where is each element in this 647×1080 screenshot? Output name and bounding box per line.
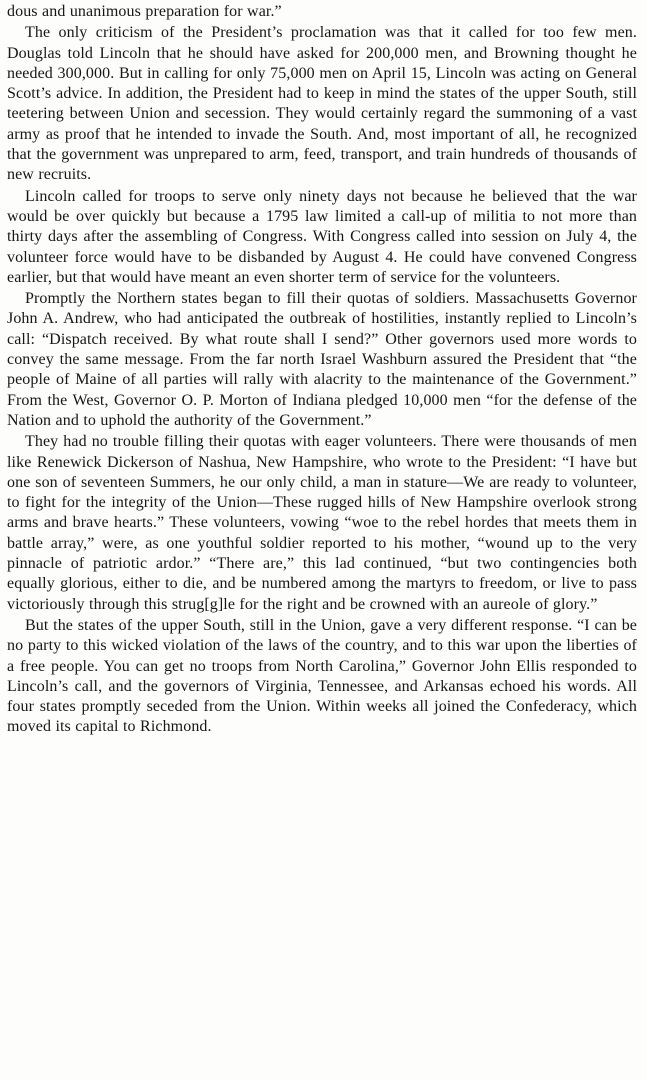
paragraph-proclamation-criticism: The only criticism of the President’s proclamation was that it called for too few men. Douglas told Lincoln that he should have asked for 200,000 men, and Browning thought he needed 300,000. But in calling for only 75,000 men on April 15, Lincoln was acting on General Scott’s advice. In addition, the President had to keep in mind the states of the upper South, still teetering between Union and secession. They would certainly regard the summoning of a vast army as proof that he intended to invade the South. And, most important of all, he recognized that the government was unprepared to arm, feed, transport, and train hundreds of thousands of new recruits.	[7, 24, 637, 184]
paragraph-eager-volunteers: They had no trouble filling their quotas with eager volunteers. There were thousands of men like Renewick Dickerson of Nashua, New Hampshire, who wrote to the President: “I have but one son of seventeen Summers, he our only child, a man in stature—We are ready to volunteer, to fight for the integrity of the Union—These rugged hills of New Hampshire overlook strong arms and brave hearts.” These volunteers, vowing “woe to the rebel hordes that meets them in battle array,” were, as one youthful soldier reported to his mother, “wound up to the very pinnacle of patriotic ardor.” “There are,” this lad continued, “but two contingencies both equally glorious, either to die, and be numbered among the martyrs to freedom, or live to pass victoriously through this strug[g]le for the right and be crowned with an aureole of glory.”	[7, 433, 637, 613]
paragraph-continuation: dous and unanimous preparation for war.”	[7, 3, 282, 20]
paragraph-ninety-days: Lincoln called for troops to serve only ninety days not because he believed that the war would be over quickly but because a 1795 law limited a call-up of militia to not more than thirty days after the assembling of Congress. With Congress called into session on July 4, the volunteer force would have to be disbanded by August 4. He could have convened Congress earlier, but that would have meant an even shorter term of service for the volunteers.	[7, 187, 637, 286]
paragraph-northern-quotas: Promptly the Northern states began to fill their quotas of soldiers. Massachusetts Governor John A. Andrew, who had anticipated the outbreak of hostilities, instantly replied to Lincoln’s call: “Dispatch received. By what route shall I send?” Other governors used more words to convey the same message. From the far north Israel Washburn assured the President that “the people of Maine of all parties will rally with alacrity to the maintenance of the Government.” From the West, Governor O. P. Morton of Indiana pledged 10,000 men “for the defense of the Nation and to uphold the authority of the Government.”	[7, 290, 637, 429]
paragraph-upper-south: But the states of the upper South, still in the Union, gave a very different response. “I can be no party to this wicked violation of the laws of the country, and to this war upon the liberties of a free people. You can get no troops from North Carolina,” Governor John Ellis responded to Lincoln’s call, and the governors of Virginia, Tennessee, and Arkansas echoed his words. All four states promptly seceded from the Union. Within weeks all joined the Confederacy, which moved its capital to Richmond.	[7, 616, 637, 736]
